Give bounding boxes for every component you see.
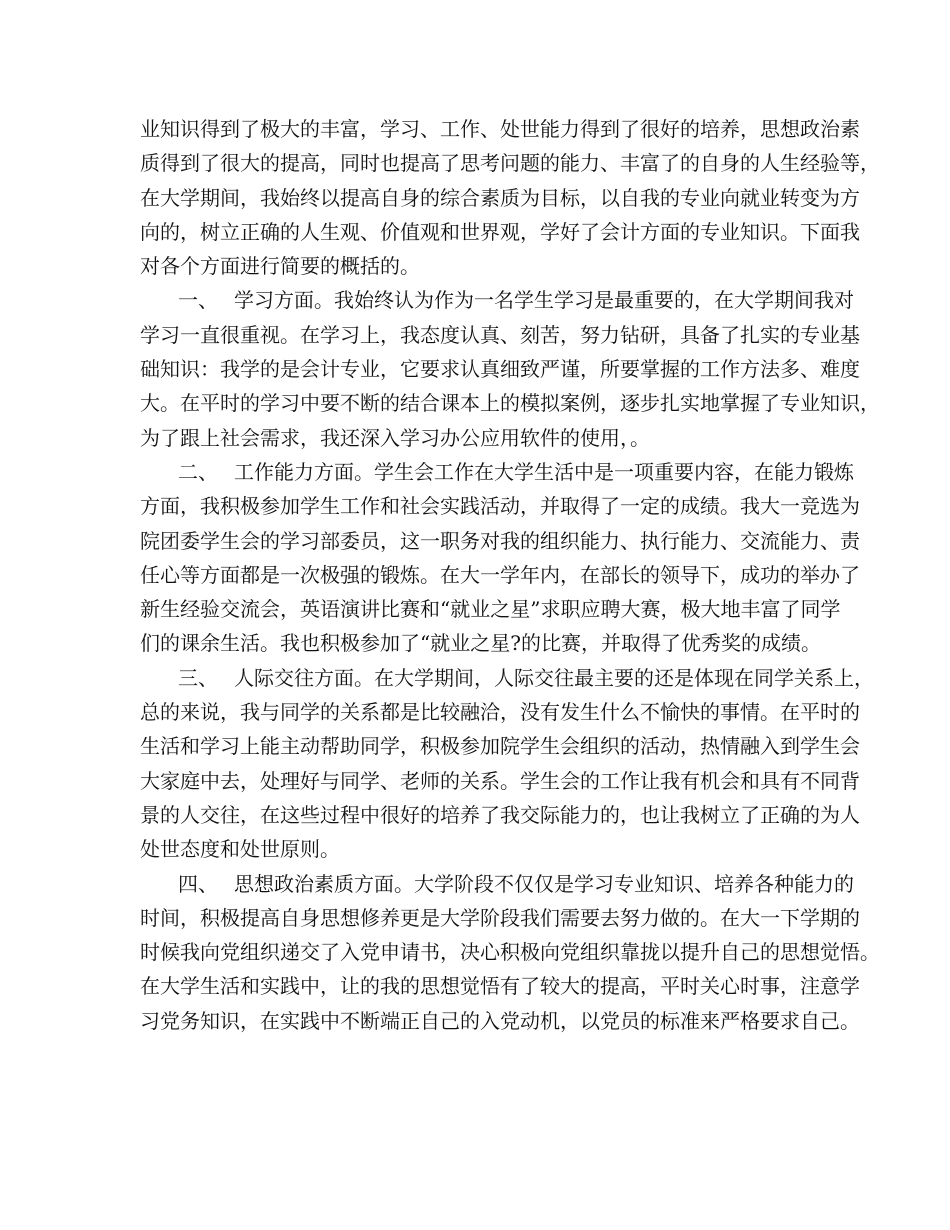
section-work-ability [140,455,860,661]
paragraph-line: 时间，积极提高自身思想修养更是大学阶段我们需要去努力做的。在大一下学期的 [140,905,860,930]
intro-paragraph [140,112,880,283]
paragraph-line: 为了跟上社会需求，我还深入学习办公应用软件的使用，。 [140,425,650,450]
section-first-line: 学习方面。我始终认为作为一名学生学习是最重要的，在大学期间我对 [234,288,854,313]
paragraph-line: 业知识得到了极大的丰富，学习、工作、处世能力得到了很好的培养，思想政治素 [140,117,860,141]
section-number: 四、 [178,871,218,896]
paragraph-line: 大。在平时的学习中要不断的结合课本上的模拟案例，逐步扎实地掌握了专业知识， [140,391,880,416]
paragraph-line: 在大学生活和实践中，让的我的思想觉悟有了较大的提高，平时关心时事，注意学 [140,974,860,999]
paragraph-line: 院团委学生会的学习部委员，这一职务对我的组织能力、执行能力、交流能力、责 [140,528,860,553]
section-number: 三、 [178,665,218,690]
paragraph-line: 大家庭中去，处理好与同学、老师的关系。学生会的工作让我有机会和具有不同背 [140,768,860,793]
paragraph-line: 们的课余生活。我也积极参加了“就业之星?的比赛，并取得了优秀奖的成绩。 [140,631,821,656]
document-page [140,112,880,1038]
section-study [140,283,880,454]
section-heading-line [140,455,854,489]
paragraph-line: 时候我向党组织递交了入党申请书，决心积极向党组织靠拢以提升自己的思想觉悟。 [140,940,880,965]
paragraph-line: 总的来说，我与同学的关系都是比较融洽，没有发生什么不愉快的事情。在平时的 [140,700,860,725]
paragraph-line: 向的，树立正确的人生观、价值观和世界观，学好了会计方面的专业知识。下面我 [140,219,860,244]
paragraph-line: 方面，我积极参加学生工作和社会实践活动，并取得了一定的成绩。我大一竞选为 [140,494,860,519]
paragraph-line: 处世态度和处世原则。 [140,837,340,862]
section-first-line: 人际交往方面。在大学期间，人际交往最主要的还是体现在同学关系上， [234,665,874,690]
section-number: 一、 [178,288,218,313]
paragraph-line: 对各个方面进行简要的概括的。 [140,254,420,279]
paragraph-line: 础知识：我学的是会计专业，它要求认真细致严谨，所要掌握的工作方法多、难度 [140,357,860,382]
section-heading-line [140,283,854,317]
paragraph-line: 学习一直很重视。在学习上，我态度认真、刻苦，努力钻研，具备了扎实的专业基 [140,322,860,347]
section-first-line: 思想政治素质方面。大学阶段不仅仅是学习专业知识、培养各种能力的 [234,871,854,896]
paragraph-line: 新生经验交流会，英语演讲比赛和“就业之星”求职应聘大赛，极大地丰富了同学 [140,597,841,622]
paragraph-line: 在大学期间，我始终以提高自身的综合素质为目标，以自我的专业向就业转变为方 [140,185,860,210]
section-heading-line [140,661,874,695]
section-number: 二、 [178,459,218,484]
section-political-quality [140,867,880,1038]
section-first-line: 工作能力方面。学生会工作在大学生活中是一项重要内容，在能力锻炼 [234,459,854,484]
paragraph-line: 景的人交往，在这些过程中很好的培养了我交际能力的，也让我树立了正确的为人 [140,802,860,827]
section-heading-line [140,867,854,901]
paragraph-line: 生活和学习上能主动帮助同学，积极参加院学生会组织的活动，热情融入到学生会 [140,734,860,759]
section-interpersonal [140,661,874,867]
paragraph-line: 质得到了很大的提高，同时也提高了思考问题的能力、丰富了的自身的人生经验等， [140,151,880,176]
paragraph-line: 习党务知识，在实践中不断端正自己的入党动机，以党员的标准来严格要求自己。 [140,1008,860,1033]
paragraph-line: 任心等方面都是一次极强的锻炼。在大一学年内，在部长的领导下，成功的举办了 [140,562,860,587]
